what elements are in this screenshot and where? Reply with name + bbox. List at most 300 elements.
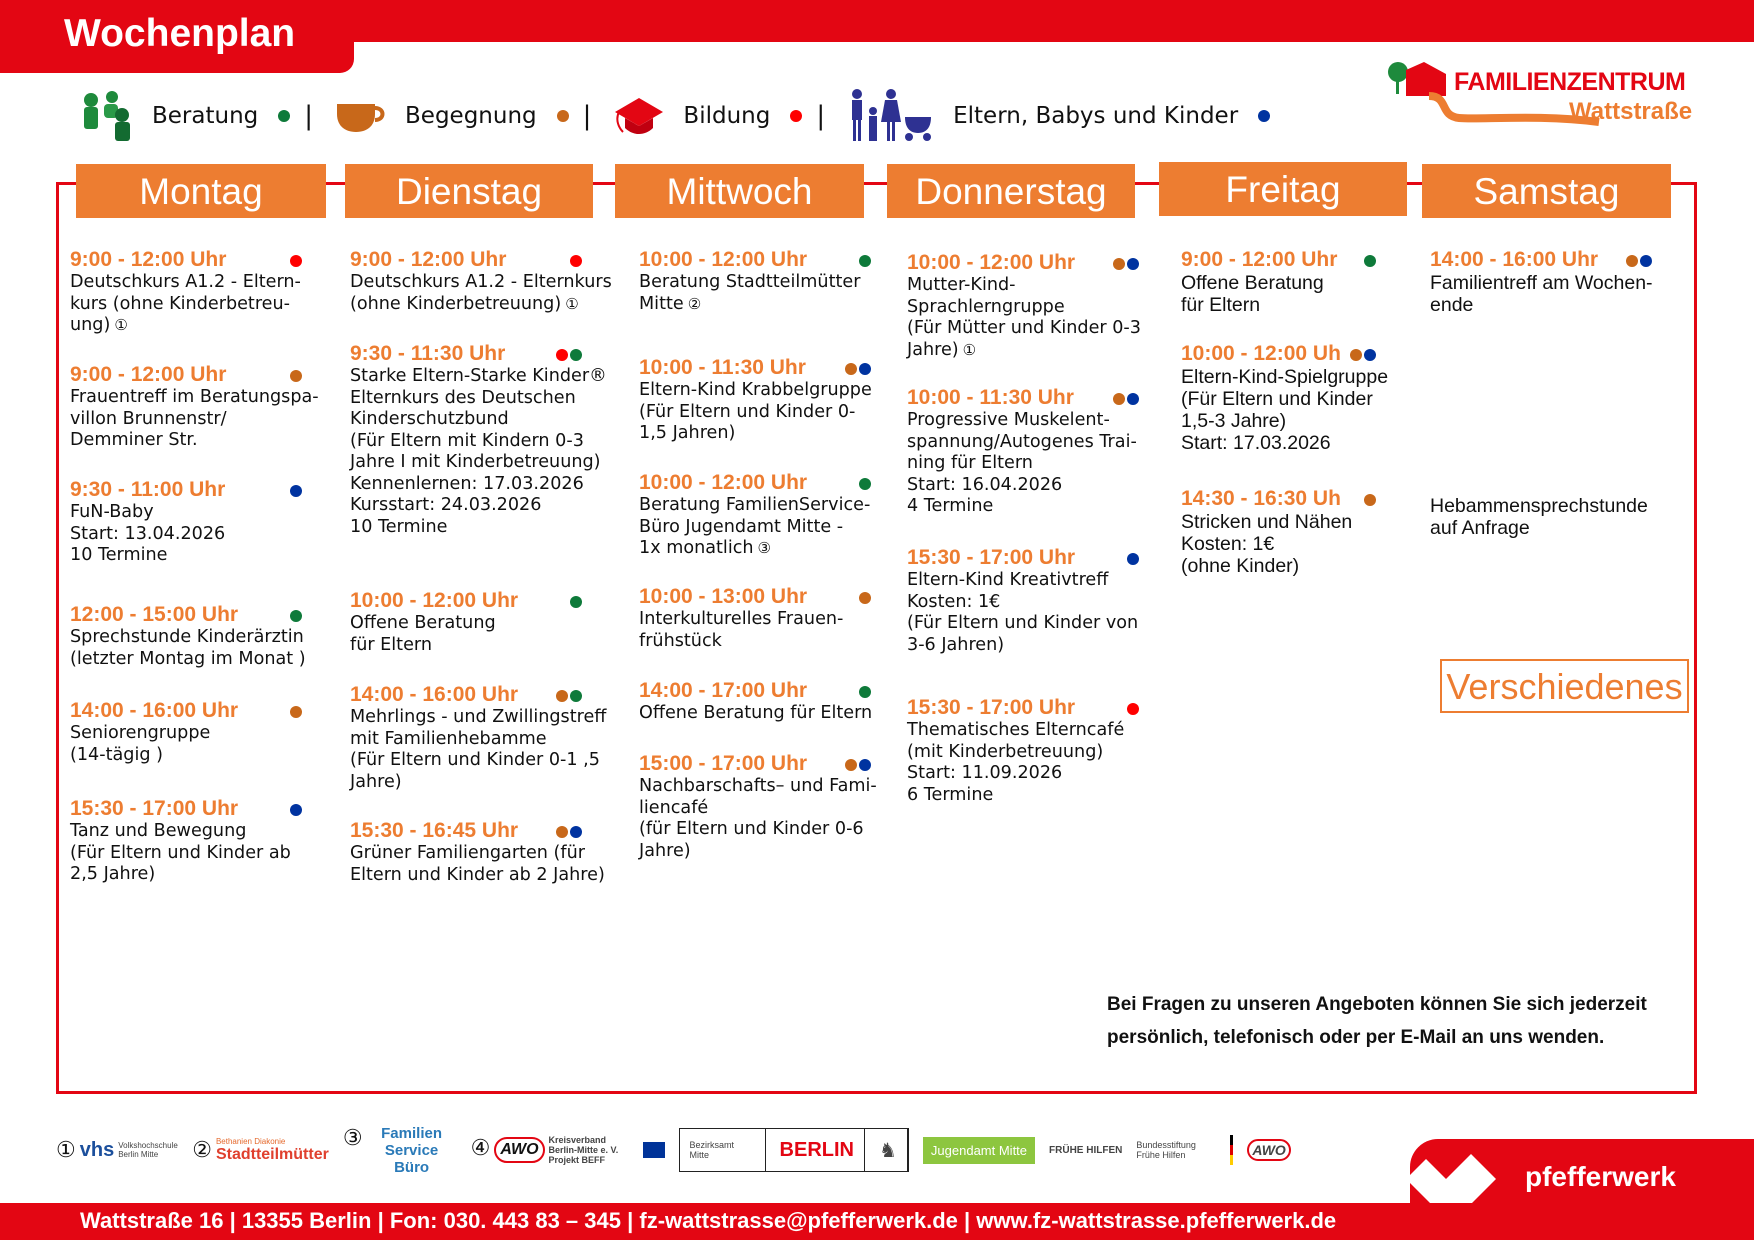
line-text: mit Familienhebamme bbox=[350, 728, 547, 749]
people-talking-icon bbox=[82, 89, 138, 143]
entry-description bbox=[639, 380, 872, 445]
category-dot-bred bbox=[556, 349, 568, 361]
legend bbox=[82, 88, 1270, 144]
entry-time bbox=[907, 696, 1124, 720]
category-dot-blue bbox=[570, 826, 582, 838]
line-text: auf Anfrage bbox=[1430, 517, 1530, 539]
schedule-entry bbox=[639, 356, 872, 445]
entry-time bbox=[1430, 248, 1653, 272]
entry-time bbox=[350, 819, 605, 843]
entry-time bbox=[1181, 342, 1388, 366]
category-dot-bred bbox=[1127, 703, 1139, 715]
schedule-entry bbox=[350, 683, 606, 793]
category-dots bbox=[554, 820, 582, 844]
description-line bbox=[639, 631, 843, 653]
familienzentrum-logo bbox=[1384, 60, 1714, 132]
time-label: 14:00 - 16:00 Uhr bbox=[1430, 248, 1599, 271]
line-text: Seniorengruppe bbox=[70, 723, 211, 743]
schedule-entry bbox=[1181, 248, 1337, 316]
line-text: 1,5 Jahren) bbox=[639, 423, 736, 443]
line-text: Eltern und Kinder ab 2 Jahre) bbox=[350, 864, 605, 885]
entry-description bbox=[70, 272, 301, 337]
schedule-entry bbox=[350, 589, 518, 656]
line-text: Start: 11.09.2026 bbox=[907, 763, 1063, 783]
description-line bbox=[70, 430, 319, 452]
category-dots bbox=[843, 357, 871, 381]
description-line bbox=[1430, 517, 1648, 539]
entry-description bbox=[350, 272, 612, 315]
line-text: (14-tägig ) bbox=[70, 744, 163, 765]
category-dot-blue bbox=[859, 759, 871, 771]
familienservicebuero-logo bbox=[343, 1125, 457, 1176]
footer-contact: Wattstraße 16 | 13355 Berlin | Fon: 030. 443 83 – 345 | fz-wattstrasse@pfefferwerk.de | www.fz-wattstrasse.pfefferwerk.de bbox=[80, 1208, 1337, 1233]
category-dots bbox=[857, 249, 871, 273]
line-text: Deutschkurs A1.2 - Elternkurs bbox=[350, 272, 612, 292]
description-line bbox=[639, 841, 877, 863]
day-header-donnerstag: Donnerstag bbox=[887, 164, 1135, 218]
description-line bbox=[70, 409, 319, 431]
line-text: (letzter Montag im Monat ) bbox=[70, 648, 306, 669]
category-dot-green bbox=[570, 349, 582, 361]
category-dot-brown bbox=[556, 826, 568, 838]
entry-description bbox=[1181, 272, 1337, 316]
line-text: 2,5 Jahre) bbox=[70, 864, 156, 884]
line-text: Deutschkurs A1.2 - Eltern- bbox=[70, 272, 301, 292]
line-text: Sprachlerngruppe bbox=[907, 296, 1065, 317]
category-dot-bred bbox=[290, 255, 302, 267]
description-line bbox=[350, 707, 606, 729]
bezirksamt-label: Bezirksamt Mitte bbox=[680, 1129, 766, 1171]
entry-time bbox=[639, 248, 860, 272]
entry-time bbox=[70, 363, 319, 387]
category-dots bbox=[288, 798, 302, 822]
bear-icon: ♞ bbox=[869, 1129, 908, 1171]
line-text: (mit Kinderbetreuung) bbox=[907, 741, 1104, 762]
schedule-entry bbox=[350, 342, 607, 538]
line-text: (Für Eltern mit Kindern 0-3 bbox=[350, 430, 584, 451]
time-label: 14:00 - 16:00 Uhr bbox=[350, 683, 519, 706]
category-dots bbox=[288, 364, 302, 388]
category-dots bbox=[568, 590, 582, 614]
category-dots bbox=[288, 479, 302, 503]
line-text: frühstück bbox=[639, 630, 722, 651]
category-dots bbox=[288, 700, 302, 724]
entry-description bbox=[70, 502, 225, 567]
time-label: 10:00 - 13:00 Uhr bbox=[639, 585, 808, 608]
description-line bbox=[639, 703, 872, 725]
description-line bbox=[350, 495, 607, 517]
separator: | bbox=[582, 101, 592, 131]
entry-description bbox=[639, 776, 877, 862]
entry-description bbox=[70, 627, 306, 670]
entry-description bbox=[907, 410, 1137, 518]
line-text: Offene Beratung bbox=[1181, 272, 1324, 294]
category-dot-blue bbox=[859, 363, 871, 375]
time-label: 9:30 - 11:00 Uhr bbox=[70, 478, 226, 501]
awo-label: AWO bbox=[1247, 1139, 1290, 1161]
line-text: ende bbox=[1430, 294, 1474, 316]
description-line bbox=[639, 798, 877, 820]
time-label: 14:00 - 16:00 Uhr bbox=[70, 699, 239, 722]
entry-description bbox=[907, 570, 1138, 656]
brand-location: Wattstraße bbox=[1569, 98, 1693, 125]
description-line bbox=[70, 843, 291, 865]
red-dot bbox=[790, 110, 802, 122]
day-header-dienstag: Dienstag bbox=[345, 164, 593, 218]
green-dot bbox=[278, 110, 290, 122]
entry-time bbox=[70, 248, 301, 272]
description-line bbox=[907, 475, 1137, 497]
orange-dot bbox=[557, 110, 569, 122]
line-text: (Für Eltern und Kinder von bbox=[907, 613, 1139, 633]
separator: | bbox=[816, 101, 826, 131]
line-text: (für Eltern und Kinder 0-6 bbox=[639, 819, 864, 839]
schedule-entry bbox=[639, 585, 843, 652]
category-dot-brown bbox=[845, 759, 857, 771]
description-line bbox=[907, 453, 1137, 475]
time-label: 10:00 - 12:00 Uhr bbox=[639, 471, 808, 494]
entry-description bbox=[350, 843, 605, 886]
time-label: 14:30 - 16:30 Uh bbox=[1181, 487, 1341, 510]
line-text: Offene Beratung bbox=[350, 613, 496, 633]
description-line bbox=[70, 627, 306, 649]
verschiedenes-label: Verschiedenes bbox=[1440, 659, 1689, 713]
category-dot-brown bbox=[556, 690, 568, 702]
line-text: FuN-Baby bbox=[70, 502, 154, 522]
line-text: Jahre I mit Kinderbetreuung) bbox=[350, 452, 601, 472]
description-line bbox=[639, 423, 872, 445]
description-line bbox=[907, 297, 1141, 319]
time-label: 12:00 - 15:00 Uhr bbox=[70, 603, 239, 626]
description-line bbox=[350, 635, 518, 657]
category-dots bbox=[288, 604, 302, 628]
day-header-mittwoch: Mittwoch bbox=[615, 164, 864, 218]
line-text: Stricken und Nähen bbox=[1181, 511, 1353, 533]
entry-description bbox=[350, 366, 607, 538]
category-dots bbox=[1624, 249, 1652, 273]
entry-time bbox=[639, 585, 843, 609]
line-text: (Für Eltern und Kinder 0-1 ,5 bbox=[350, 750, 600, 770]
entry-description bbox=[639, 609, 843, 652]
line-text: für Eltern bbox=[350, 634, 432, 655]
description-line bbox=[639, 609, 843, 631]
entry-description bbox=[639, 703, 872, 725]
line-text: liencafé bbox=[639, 797, 709, 818]
day-header-montag: Montag bbox=[76, 164, 326, 218]
time-label: 9:00 - 12:00 Uhr bbox=[1181, 248, 1338, 271]
description-line bbox=[907, 592, 1138, 614]
line-text: Grüner Familiengarten (für bbox=[350, 843, 585, 863]
line-text: für Eltern bbox=[1181, 294, 1261, 316]
description-line bbox=[639, 538, 870, 560]
line-text: Start: 13.04.2026 bbox=[70, 523, 226, 544]
description-line bbox=[350, 272, 612, 294]
description-line bbox=[907, 410, 1137, 432]
category-dots bbox=[1111, 387, 1139, 411]
line-text: 4 Termine bbox=[907, 496, 994, 516]
sponsor-name: Stadtteilmütter bbox=[215, 1145, 329, 1163]
line-text: Büro Jugendamt Mitte - bbox=[639, 516, 844, 537]
category-dot-brown bbox=[1113, 393, 1125, 405]
category-dots bbox=[568, 249, 582, 273]
description-line bbox=[1430, 294, 1653, 316]
entry-description bbox=[639, 272, 860, 315]
line-text: Jahre) bbox=[907, 339, 959, 360]
stadtteilmuetter-logo bbox=[192, 1137, 329, 1164]
description-line bbox=[350, 750, 606, 772]
schedule-entry bbox=[907, 546, 1138, 656]
partner-ref-number: ② bbox=[687, 294, 702, 313]
category-dots bbox=[1125, 547, 1139, 571]
description-line bbox=[350, 865, 605, 887]
title-tab bbox=[0, 0, 354, 73]
description-line bbox=[1430, 495, 1648, 517]
time-label: 15:30 - 17:00 Uhr bbox=[70, 797, 239, 820]
line-text: Demminer Str. bbox=[70, 430, 198, 450]
description-line bbox=[70, 649, 306, 671]
graduation-cap-icon bbox=[613, 89, 669, 143]
entry-description bbox=[1430, 272, 1653, 316]
category-dot-brown bbox=[290, 706, 302, 718]
line-text: 10 Termine bbox=[70, 545, 168, 565]
time-label: 14:00 - 17:00 Uhr bbox=[639, 679, 808, 702]
category-dots bbox=[857, 680, 871, 704]
schedule-entry bbox=[639, 679, 872, 725]
line-text: ning für Eltern bbox=[907, 453, 1033, 473]
line-text: Eltern-Kind-Spielgruppe bbox=[1181, 366, 1389, 388]
description-line bbox=[350, 843, 605, 865]
description-line bbox=[1181, 388, 1388, 410]
category-dot-green bbox=[859, 255, 871, 267]
line-text: kurs (ohne Kinderbetreu- bbox=[70, 293, 290, 314]
fruehe-hilfen-logo: FRÜHE HILFEN bbox=[1049, 1144, 1123, 1156]
description-line bbox=[70, 745, 238, 767]
awo-logo bbox=[471, 1135, 629, 1165]
line-text: 1,5-3 Jahre) bbox=[1181, 410, 1287, 432]
category-dots bbox=[1125, 697, 1139, 721]
schedule-entry bbox=[907, 696, 1124, 806]
category-dot-green bbox=[290, 610, 302, 622]
time-label: 9:00 - 12:00 Uhr bbox=[70, 363, 227, 386]
category-dot-blue bbox=[290, 804, 302, 816]
entry-time bbox=[639, 471, 870, 495]
day-header-samstag: Samstag bbox=[1422, 164, 1671, 218]
schedule-entry bbox=[70, 478, 225, 567]
line-text: Start: 17.03.2026 bbox=[1181, 432, 1331, 454]
line-text: (ohne Kinderbetreuung) bbox=[350, 293, 562, 314]
entry-time bbox=[1181, 248, 1337, 272]
description-line bbox=[350, 388, 607, 410]
category-dot-brown bbox=[1364, 494, 1376, 506]
schedule-entry bbox=[1430, 495, 1648, 539]
schedule-entry bbox=[1181, 487, 1352, 577]
time-label: 15:30 - 17:00 Uhr bbox=[907, 696, 1076, 719]
description-line bbox=[907, 613, 1138, 635]
brand-name: FAMILIENZENTRUM bbox=[1454, 68, 1686, 96]
vhs-logo bbox=[56, 1137, 178, 1163]
line-text: Sprechstunde Kinderärztin bbox=[70, 627, 304, 647]
family-stroller-icon bbox=[847, 89, 939, 143]
line-text: (Für Mütter und Kinder 0-3 bbox=[907, 318, 1141, 338]
line-text: Frauentreff im Beratungspa- bbox=[70, 387, 319, 407]
category-dot-brown bbox=[1350, 349, 1362, 361]
description-line bbox=[639, 776, 877, 798]
description-line bbox=[70, 864, 291, 886]
category-dot-brown bbox=[1626, 255, 1638, 267]
category-dot-green bbox=[570, 596, 582, 608]
cup-icon bbox=[335, 89, 391, 143]
line-text: Eltern-Kind Kreativtreff bbox=[907, 570, 1109, 590]
entry-description bbox=[70, 387, 319, 452]
bmfsfj-logo bbox=[1230, 1135, 1233, 1165]
entry-description bbox=[907, 720, 1124, 806]
category-dot-blue bbox=[1640, 255, 1652, 267]
line-text: Kennenlernen: 17.03.2026 bbox=[350, 473, 584, 494]
schedule-entry bbox=[639, 752, 877, 862]
line-text: 3-6 Jahren) bbox=[907, 634, 1005, 655]
awo-spree-logo bbox=[1247, 1139, 1290, 1161]
partner-ref-number: ③ bbox=[757, 539, 771, 557]
entry-time bbox=[350, 342, 607, 366]
line-text: Tanz und Bewegung bbox=[70, 821, 247, 841]
description-line bbox=[350, 729, 606, 751]
description-line bbox=[350, 366, 607, 388]
line-text: Eltern-Kind Krabbelgruppe bbox=[639, 380, 872, 400]
entry-time bbox=[639, 679, 872, 703]
time-label: 10:00 - 12:00 Uhr bbox=[639, 248, 808, 271]
contact-line: persönlich, telefonisch oder per E-Mail an uns wenden. bbox=[1107, 1027, 1605, 1048]
category-dot-green bbox=[1364, 255, 1376, 267]
entry-time bbox=[70, 797, 291, 821]
line-text: ung) bbox=[70, 315, 111, 335]
line-text: Mehrlings - und Zwillingstreff bbox=[350, 707, 607, 727]
description-line bbox=[70, 545, 225, 567]
description-line bbox=[907, 785, 1124, 807]
description-line bbox=[1181, 272, 1337, 294]
entry-description bbox=[1181, 366, 1388, 454]
schedule-entry bbox=[70, 603, 306, 670]
description-line bbox=[639, 272, 860, 294]
category-dot-brown bbox=[845, 363, 857, 375]
sponsor-sub: Volkshochschule Berlin Mitte bbox=[118, 1141, 178, 1159]
description-line bbox=[350, 294, 612, 316]
entry-time bbox=[350, 683, 606, 707]
line-text: (ohne Kinder) bbox=[1181, 555, 1300, 577]
description-line bbox=[907, 275, 1141, 297]
berlin-label: BERLIN bbox=[770, 1129, 865, 1171]
time-label: 15:00 - 17:00 Uhr bbox=[639, 752, 808, 775]
partner-ref-number: ① bbox=[565, 294, 579, 313]
bezirksamt-berlin-logo bbox=[679, 1128, 909, 1172]
sponsor-name: Familien Service Büro bbox=[381, 1124, 442, 1176]
ref-number: ① bbox=[56, 1137, 76, 1162]
time-label: 10:00 - 11:30 Uhr bbox=[907, 386, 1074, 409]
entry-time bbox=[350, 589, 518, 613]
line-text: Nachbarschafts– und Fami- bbox=[639, 776, 877, 796]
legend-label-beratung: Beratung bbox=[152, 103, 259, 129]
schedule-entry bbox=[70, 248, 301, 337]
description-line bbox=[350, 517, 607, 539]
line-text: Kosten: 1€ bbox=[1181, 533, 1275, 555]
schedule-entry bbox=[350, 819, 605, 886]
time-label: 10:00 - 12:00 Uhr bbox=[907, 251, 1076, 274]
entry-description bbox=[1430, 495, 1648, 539]
category-dot-brown bbox=[1113, 258, 1125, 270]
category-dot-green bbox=[859, 478, 871, 490]
line-text: (Für Eltern und Kinder 0- bbox=[639, 401, 856, 422]
time-label: 9:00 - 12:00 Uhr bbox=[350, 248, 507, 271]
description-line bbox=[1181, 410, 1388, 432]
sponsor-sub: Bethanien Diakonie bbox=[215, 1136, 286, 1146]
line-text: 10 Termine bbox=[350, 516, 448, 537]
category-dots bbox=[857, 586, 871, 610]
description-line bbox=[639, 517, 870, 539]
entry-time bbox=[70, 478, 225, 502]
description-line bbox=[1430, 272, 1653, 294]
sponsor-sub: Kreisverband Berlin-Mitte e. V. Projekt BEFF bbox=[548, 1135, 619, 1165]
description-line bbox=[70, 723, 238, 745]
jugendamt-logo: Jugendamt Mitte bbox=[923, 1137, 1035, 1164]
schedule-entry bbox=[70, 797, 291, 886]
entry-description bbox=[639, 495, 870, 560]
eu-flag-icon bbox=[643, 1142, 665, 1158]
line-text: Elternkurs des Deutschen bbox=[350, 387, 576, 408]
category-dots bbox=[554, 684, 582, 708]
schedule-entry bbox=[907, 386, 1137, 518]
description-line bbox=[350, 452, 607, 474]
category-dots bbox=[1348, 343, 1376, 367]
category-dot-brown bbox=[859, 592, 871, 604]
description-line bbox=[639, 402, 872, 424]
category-dot-green bbox=[570, 690, 582, 702]
description-line bbox=[70, 315, 301, 337]
entry-time bbox=[350, 248, 612, 272]
category-dot-blue bbox=[1127, 393, 1139, 405]
line-text: Kosten: 1€ bbox=[907, 591, 1001, 612]
description-line bbox=[907, 496, 1137, 518]
line-text: Thematisches Elterncafé bbox=[907, 720, 1125, 740]
category-dot-bred bbox=[570, 255, 582, 267]
line-text: Beratung Stadtteilmütter bbox=[639, 272, 861, 292]
schedule-entry bbox=[70, 363, 319, 452]
time-label: 10:00 - 11:30 Uhr bbox=[639, 356, 806, 379]
line-text: Offene Beratung für Eltern bbox=[639, 703, 873, 723]
line-text: Jahre) bbox=[350, 771, 402, 792]
category-dot-brown bbox=[290, 370, 302, 382]
description-line bbox=[350, 474, 607, 496]
description-line bbox=[70, 294, 301, 316]
legend-label-bildung: Bildung bbox=[683, 103, 771, 129]
description-line bbox=[350, 613, 518, 635]
line-text: Beratung FamilienService- bbox=[639, 495, 871, 515]
description-line bbox=[1181, 555, 1352, 577]
sponsor-name: AWO bbox=[494, 1137, 544, 1163]
entry-description bbox=[907, 275, 1141, 361]
legend-label-eltern-babys-kinder: Eltern, Babys und Kinder bbox=[953, 103, 1239, 129]
entry-time bbox=[907, 251, 1141, 275]
line-text: Mutter-Kind- bbox=[907, 275, 1016, 295]
entry-description bbox=[70, 723, 238, 766]
description-line bbox=[639, 294, 860, 316]
time-label: 9:30 - 11:30 Uhr bbox=[350, 342, 506, 365]
description-line bbox=[70, 502, 225, 524]
description-line bbox=[639, 380, 872, 402]
line-text: Start: 16.04.2026 bbox=[907, 474, 1063, 495]
line-text: (Für Eltern und Kinder bbox=[1181, 388, 1373, 410]
category-dot-blue bbox=[1127, 553, 1139, 565]
category-dots bbox=[1362, 249, 1376, 273]
description-line bbox=[1181, 432, 1388, 454]
